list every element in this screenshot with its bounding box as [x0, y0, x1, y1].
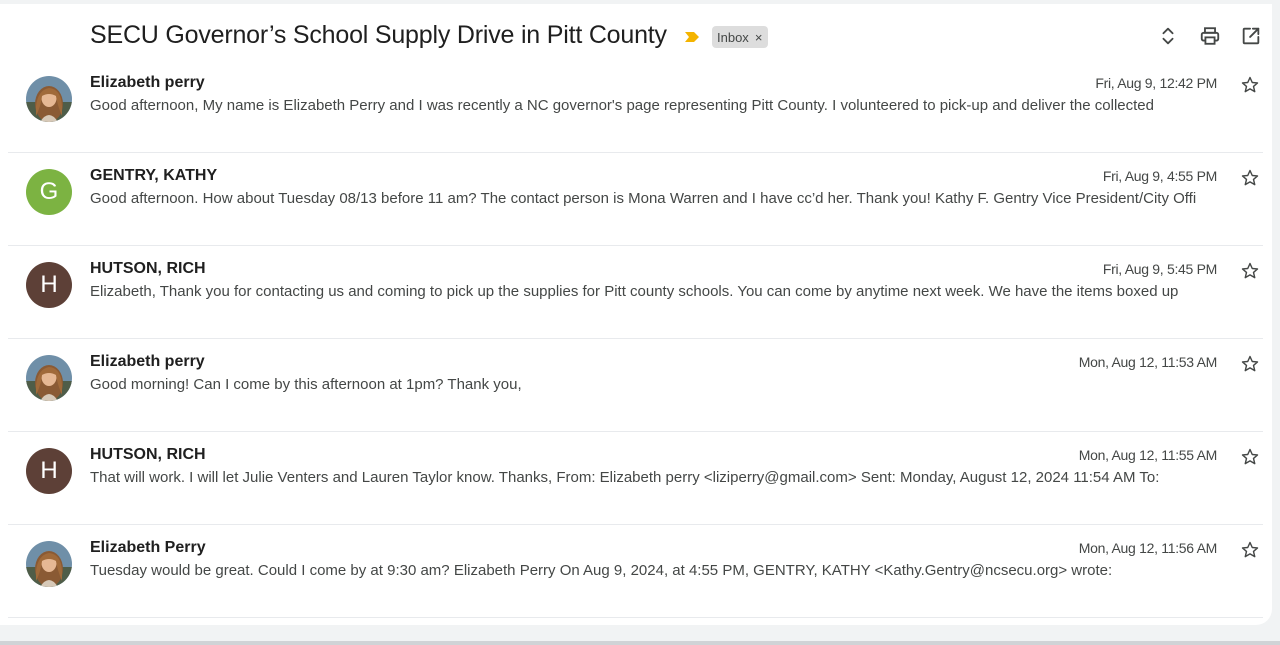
- message-row[interactable]: [8, 246, 1263, 339]
- avatar: [26, 262, 72, 308]
- star-icon: [1240, 75, 1260, 95]
- star-icon: [1240, 168, 1260, 188]
- star-icon: [1240, 540, 1260, 560]
- message-snippet: Good afternoon, My name is Elizabeth Perry and I was recently a NC governor's page representing Pitt County. I volunteered to pick-up and deliver the collected: [90, 97, 1154, 114]
- sender-name: HUTSON, RICH: [90, 260, 206, 277]
- sender-name: Elizabeth perry: [90, 74, 205, 91]
- bottom-divider: [0, 641, 1280, 645]
- message-date: Mon, Aug 12, 11:56 AM: [1078, 540, 1217, 556]
- message-date: Mon, Aug 12, 11:53 AM: [1078, 354, 1217, 370]
- sender-name: HUTSON, RICH: [90, 446, 206, 463]
- message-date: Fri, Aug 9, 12:42 PM: [1095, 75, 1217, 91]
- message-date: Fri, Aug 9, 5:45 PM: [1102, 261, 1217, 277]
- star-button[interactable]: [1239, 260, 1261, 282]
- star-icon: [1240, 354, 1260, 374]
- message-row[interactable]: [8, 153, 1263, 246]
- message-row[interactable]: [8, 525, 1263, 618]
- message-row[interactable]: [8, 60, 1263, 153]
- close-icon[interactable]: ×: [754, 29, 763, 45]
- star-button[interactable]: [1239, 539, 1261, 561]
- importance-marker-icon[interactable]: [685, 32, 699, 42]
- portrait-photo: [26, 76, 72, 122]
- message-snippet: Elizabeth, Thank you for contacting us and coming to pick up the supplies for Pitt county schools. You can come by anytime next week. We have the items boxed up: [90, 283, 1179, 300]
- print-icon: [1199, 25, 1221, 47]
- sender-name: Elizabeth Perry: [90, 539, 206, 556]
- open-in-new-window-icon: [1240, 25, 1262, 47]
- thread-header: [0, 4, 1272, 64]
- message-date: Mon, Aug 12, 11:55 AM: [1078, 447, 1217, 463]
- open-in-new-window-button[interactable]: [1239, 24, 1263, 48]
- sender-name: GENTRY, KATHY: [90, 167, 218, 184]
- portrait-photo: [26, 541, 72, 587]
- message-snippet: That will work. I will let Julie Venters and Lauren Taylor know. Thanks, From: Elizabeth perry <liziperry@gmail.com> Sent: Monday, August 12, 2024 11:54 AM To:: [90, 469, 1160, 486]
- portrait-photo: [26, 355, 72, 401]
- message-row[interactable]: [8, 339, 1263, 432]
- thread-subject: SECU Governor’s School Supply Drive in Pitt County: [90, 21, 667, 49]
- label-text: Inbox: [717, 29, 749, 45]
- avatar: [26, 355, 72, 401]
- message-snippet: Tuesday would be great. Could I come by at 9:30 am? Elizabeth Perry On Aug 9, 2024, at 4:55 PM, GENTRY, KATHY <Kathy.Gentry@ncsecu.org> wrote:: [90, 562, 1113, 579]
- star-button[interactable]: [1239, 446, 1261, 468]
- star-button[interactable]: [1239, 74, 1261, 96]
- avatar-letter: H: [40, 271, 58, 298]
- avatar-letter: G: [39, 178, 59, 205]
- star-icon: [1240, 261, 1260, 281]
- star-button[interactable]: [1239, 167, 1261, 189]
- message-snippet: Good afternoon. How about Tuesday 08/13 before 11 am? The contact person is Mona Warren and I have cc’d her. Thank you! Kathy F. Gentry Vice President/City Offi: [90, 190, 1197, 207]
- message-date: Fri, Aug 9, 4:55 PM: [1102, 168, 1217, 184]
- avatar: [26, 541, 72, 587]
- unfold-icon: [1157, 25, 1179, 47]
- star-button[interactable]: [1239, 353, 1261, 375]
- avatar: [26, 169, 72, 215]
- message-snippet: Good morning! Can I come by this afternoon at 1pm? Thank you,: [90, 376, 522, 393]
- message-row[interactable]: [8, 432, 1263, 525]
- star-icon: [1240, 447, 1260, 467]
- sender-name: Elizabeth perry: [90, 353, 205, 370]
- avatar: [26, 76, 72, 122]
- avatar-letter: H: [40, 457, 58, 484]
- expand-all-button[interactable]: [1156, 24, 1180, 48]
- print-all-button[interactable]: [1198, 24, 1222, 48]
- inbox-label-chip: [712, 26, 768, 48]
- avatar: [26, 448, 72, 494]
